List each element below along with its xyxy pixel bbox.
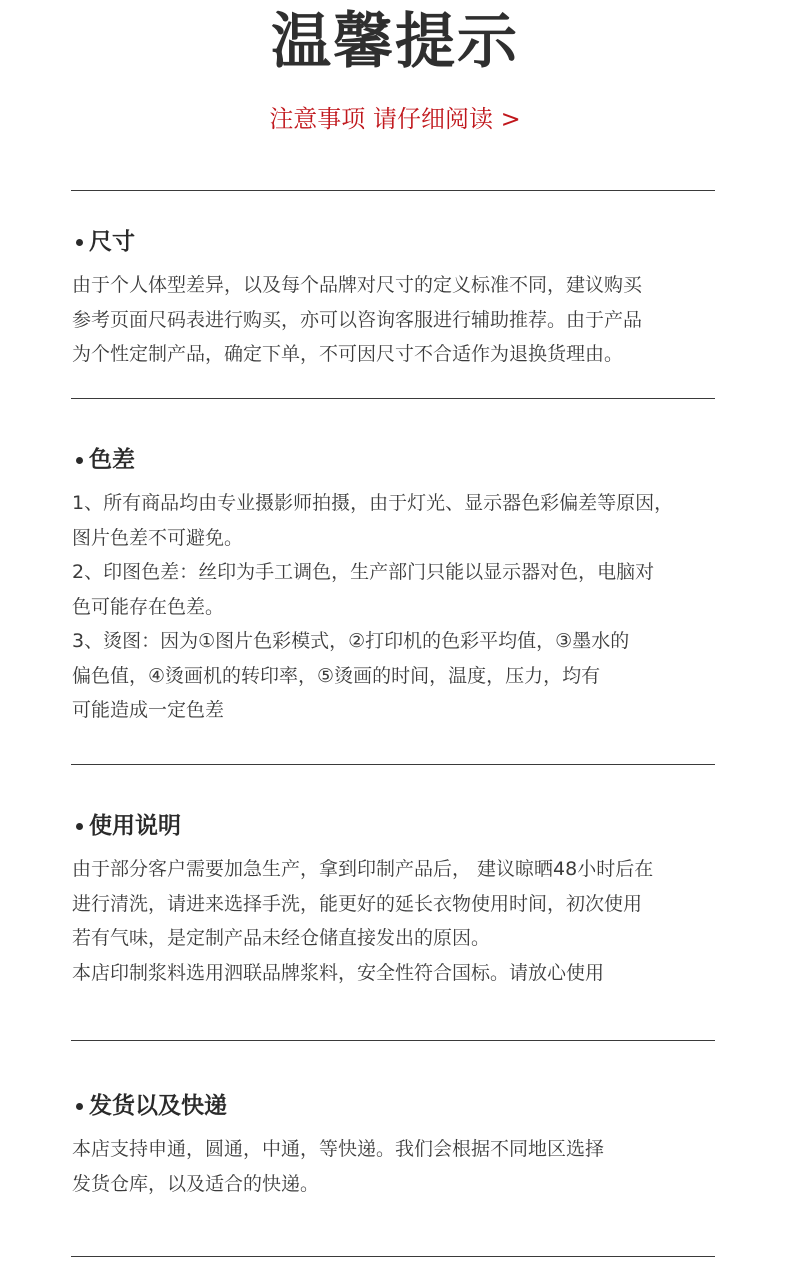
body-line: 本店支持申通，圆通，中通，等快递。我们会根据不同地区选择: [72, 1138, 605, 1160]
body-line: 可能造成一定色差: [72, 699, 225, 721]
divider: [71, 190, 715, 191]
section-shipping: [72, 1090, 732, 1201]
divider: [71, 1040, 715, 1041]
body-line: 由于部分客户需要加急生产，拿到印制产品后， 建议晾晒48小时后在: [72, 858, 654, 880]
section-title: [72, 810, 732, 842]
body-line: 2、印图色差：丝印为手工调色，生产部门只能以显示器对色，电脑对: [72, 561, 655, 583]
section-body: [72, 486, 732, 728]
divider: [71, 398, 715, 399]
divider: [71, 1256, 715, 1257]
bullet-icon: [76, 457, 83, 464]
bullet-icon: [76, 1103, 83, 1110]
page-title: 温馨提示: [271, 7, 519, 77]
body-line: 参考页面尺码表进行购买，亦可以咨询客服进行辅助推荐。由于产品: [72, 308, 643, 331]
section-title: [72, 444, 732, 476]
body-line: 色可能存在色差。: [72, 595, 225, 618]
page-subtitle: 注意事项 请仔细阅读 >: [269, 105, 521, 133]
section-title-text: 发货以及快递: [89, 1093, 227, 1119]
bullet-icon: [76, 823, 83, 830]
bullet-icon: [76, 239, 83, 246]
divider: [71, 764, 715, 765]
body-line: 由于个人体型差异，以及每个品牌对尺寸的定义标准不同，建议购买: [72, 274, 643, 296]
body-line: 3、烫图：因为①图片色彩模式，②打印机的色彩平均值，③墨水的: [72, 630, 630, 652]
body-line: 为个性定制产品，确定下单，不可因尺寸不合适作为退换货理由。: [72, 343, 624, 365]
section-title-text: 色差: [89, 447, 135, 473]
body-line: 若有气味，是定制产品未经仓储直接发出的原因。: [72, 927, 491, 949]
section-title: [72, 226, 732, 258]
section-body: [72, 852, 732, 990]
body-line: 发货仓库，以及适合的快递。: [72, 1172, 320, 1195]
body-line: 图片色差不可避免。: [72, 526, 244, 549]
section-size: [72, 226, 732, 372]
body-line: 本店印制浆料选用泗联品牌浆料，安全性符合国标。请放心使用: [72, 961, 605, 984]
body-line: 进行清洗，请进来选择手洗，能更好的延长衣物使用时间，初次使用: [72, 892, 643, 915]
section-title: [72, 1090, 732, 1122]
section-body: [72, 1132, 732, 1201]
section-color-difference: [72, 444, 732, 728]
section-title-text: 尺寸: [89, 229, 135, 255]
section-body: [72, 268, 732, 372]
body-line: 1、所有商品均由专业摄影师拍摄，由于灯光、显示器色彩偏差等原因，: [72, 492, 674, 514]
section-usage-instructions: [72, 810, 732, 990]
section-title-text: 使用说明: [89, 813, 181, 839]
body-line: 偏色值，④烫画机的转印率，⑤烫画的时间，温度，压力，均有: [72, 664, 601, 687]
